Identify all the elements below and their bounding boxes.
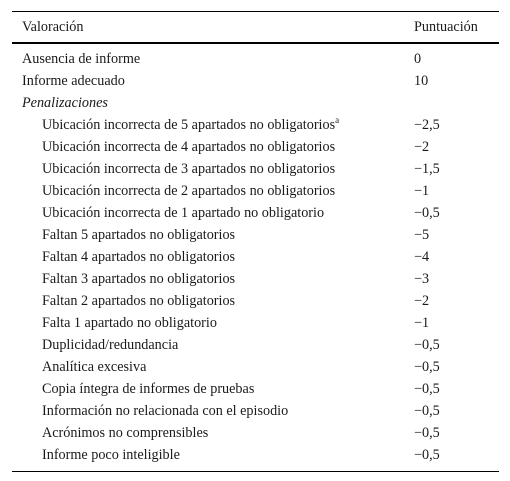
row-label: Ubicación incorrecta de 3 apartados no obligatorios: [42, 161, 336, 177]
table-row: [12, 444, 499, 466]
row-label: Faltan 2 apartados no obligatorios: [42, 293, 236, 309]
row-label-text: Ubicación incorrecta de 5 apartados no obligatorios: [42, 117, 336, 133]
row-label: Analítica excesiva: [42, 359, 147, 375]
row-score: −0,5: [414, 447, 440, 463]
table-row: [12, 422, 499, 444]
row-score: −2,5: [414, 117, 440, 133]
row-label: Ubicación incorrecta de 2 apartados no obligatorios: [42, 183, 336, 199]
row-label: Duplicidad/redundancia: [42, 337, 179, 353]
table-row: [12, 158, 499, 180]
table-row: [12, 48, 499, 70]
row-label: Falta 1 apartado no obligatorio: [42, 315, 217, 331]
row-label: Faltan 5 apartados no obligatorios: [42, 227, 236, 243]
row-label: [42, 114, 339, 136]
table-row: [12, 70, 499, 92]
footnote-marker: a: [335, 115, 340, 125]
table-row: [12, 268, 499, 290]
row-score: −1,5: [414, 161, 440, 177]
row-label: Copia íntegra de informes de pruebas: [42, 381, 255, 397]
row-score: −0,5: [414, 359, 440, 375]
row-score: −2: [414, 293, 430, 309]
table-row: [12, 400, 499, 422]
table-row: [12, 136, 499, 158]
table-row: [12, 378, 499, 400]
row-label: Faltan 3 apartados no obligatorios: [42, 271, 236, 287]
row-score: −3: [414, 271, 430, 287]
row-label: Ubicación incorrecta de 4 apartados no obligatorios: [42, 139, 336, 155]
table-row: [12, 334, 499, 356]
scoring-table: [12, 11, 499, 472]
row-score: −0,5: [414, 403, 440, 419]
table-row: [12, 312, 499, 334]
row-label: Ausencia de informe: [22, 51, 141, 67]
row-score: −0,5: [414, 205, 440, 221]
table-bottom-rule: [12, 471, 499, 472]
row-label: Ubicación incorrecta de 1 apartado no obligatorio: [42, 205, 325, 221]
section-heading-row: [12, 92, 499, 114]
table-row: [12, 290, 499, 312]
row-score: −5: [414, 227, 430, 243]
row-score: −1: [414, 183, 430, 199]
row-label: Faltan 4 apartados no obligatorios: [42, 249, 236, 265]
table-row: [12, 356, 499, 378]
row-score: −1: [414, 315, 430, 331]
table-row: [12, 114, 499, 136]
table-row: [12, 202, 499, 224]
row-label: Acrónimos no comprensibles: [42, 425, 209, 441]
table-row: [12, 224, 499, 246]
row-label: Información no relacionada con el episodio: [42, 403, 289, 419]
table-header-row: [12, 12, 499, 42]
row-score: −0,5: [414, 337, 440, 353]
row-label: Informe adecuado: [22, 73, 125, 89]
column-header-valoracion: Valoración: [22, 19, 84, 35]
row-score: −0,5: [414, 425, 440, 441]
row-score: −2: [414, 139, 430, 155]
table-row: [12, 180, 499, 202]
row-label: Informe poco inteligible: [42, 447, 180, 463]
column-header-puntuacion: Puntuación: [414, 19, 478, 35]
section-heading-penalizaciones: Penalizaciones: [22, 95, 108, 111]
row-score: −4: [414, 249, 430, 265]
row-score: 10: [414, 73, 429, 89]
row-score: 0: [414, 51, 422, 67]
table-row: [12, 246, 499, 268]
row-score: −0,5: [414, 381, 440, 397]
